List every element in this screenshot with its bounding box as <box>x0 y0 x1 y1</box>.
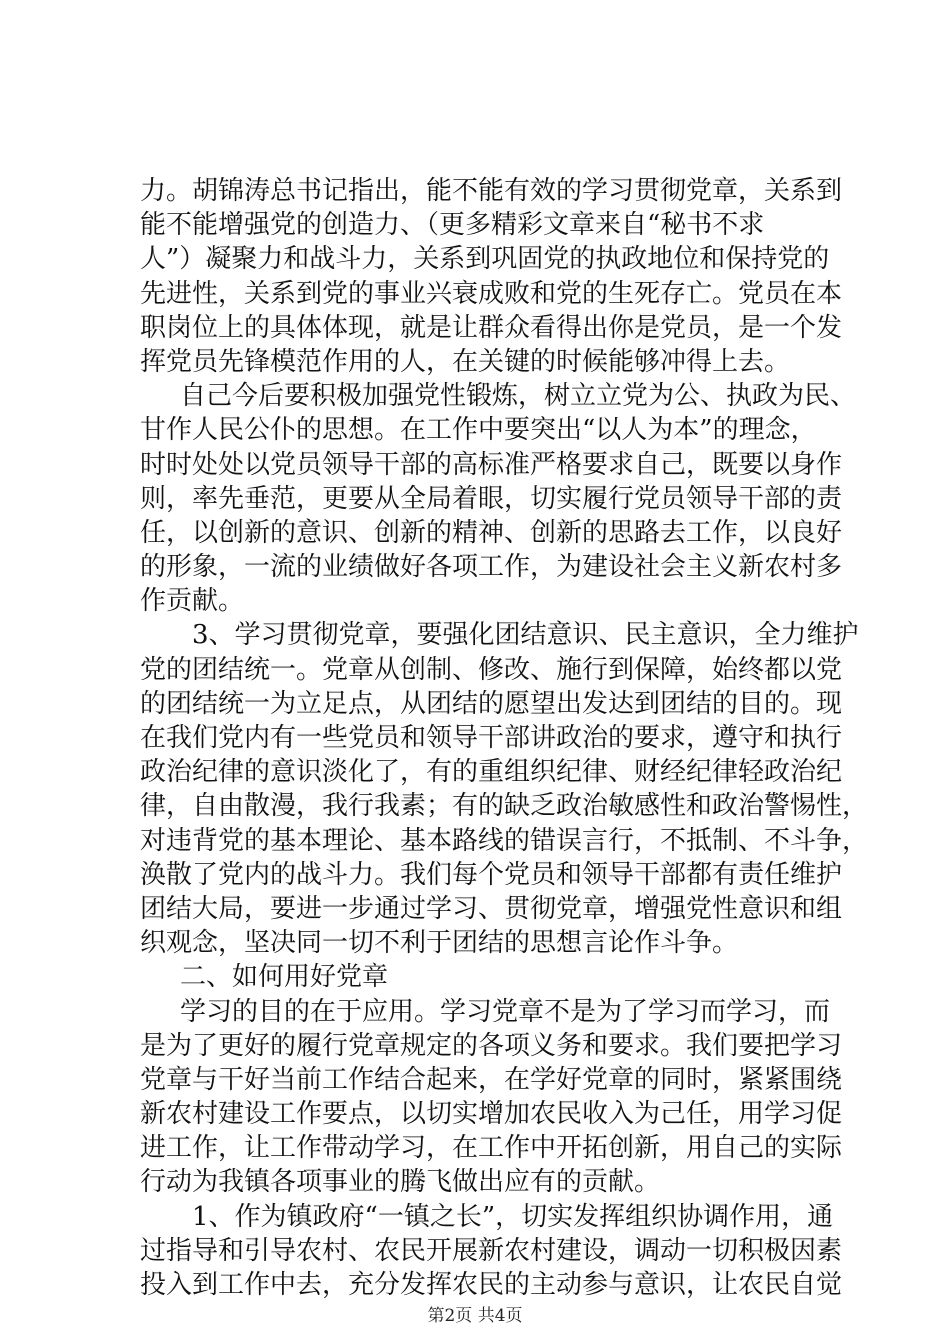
section-heading: 二、如何用好党章 <box>180 962 389 993</box>
text-line: 政治纪律的意识淡化了，有的重组织纪律、财经纪律轻政治纪 <box>140 757 843 788</box>
paragraph-start-line: 学习的目的在于应用。学习党章不是为了学习而学习，而 <box>180 996 831 1027</box>
text-line: 党章与干好当前工作结合起来，在学好党章的同时，紧紧围绕 <box>140 1064 843 1095</box>
text-line: 在我们党内有一些党员和领导干部讲政治的要求，遵守和执行 <box>140 723 843 753</box>
text-line: 织观念，坚决同一切不利于团结的思想言论作斗争。 <box>140 928 739 959</box>
text-line: 力。胡锦涛总书记指出，能不能有效的学习贯彻党章，关系到 <box>140 176 843 206</box>
text-line: 涣散了党内的战斗力。我们每个党员和领导干部都有责任维护 <box>140 859 843 890</box>
text-line: 作贡献。 <box>140 586 245 617</box>
text-line: 是为了更好的履行党章规定的各项义务和要求。我们要把学习 <box>140 1030 843 1061</box>
text-line: 党的团结统一。党章从创制、修改、施行到保障，始终都以党 <box>140 654 843 685</box>
page-footer <box>0 1301 950 1326</box>
text-line: 过指导和引导农村、农民开展新农村建设，调动一切积极因素 <box>140 1235 843 1266</box>
body-text <box>140 174 869 1302</box>
page-number-label: 第2页 共4页 <box>427 1306 523 1326</box>
text-line: 挥党员先锋模范作用的人，在关键的时候能够冲得上去。 <box>140 346 791 377</box>
paragraph-start-line: 自己今后要积极加强党性锻炼，树立立党为公、执政为民、 <box>180 381 857 412</box>
text-line: 能不能增强党的创造力、（更多精彩文章来自“秘书不求 <box>140 210 765 241</box>
text-line: 新农村建设工作要点，以切实增加农民收入为己任，用学习促 <box>140 1099 843 1130</box>
paragraph-start-line: 3、学习贯彻党章，要强化团结意识、民主意识，全力维护 <box>192 620 859 651</box>
text-line: 进工作，让工作带动学习，在工作中开拓创新，用自己的实际 <box>140 1133 843 1164</box>
text-line: 行动为我镇各项事业的腾飞做出应有的贡献。 <box>140 1167 661 1198</box>
text-line: 人”）凝聚力和战斗力，关系到巩固党的执政地位和保持党的 <box>140 244 830 275</box>
text-line: 职岗位上的具体体现，就是让群众看得出你是党员，是一个发 <box>140 312 843 343</box>
text-line: 团结大局，要进一步通过学习、贯彻党章，增强党性意识和组 <box>140 893 843 924</box>
text-line: 时时处处以党员领导干部的高标准严格要求自己，既要以身作 <box>140 449 843 480</box>
text-line: 律，自由散漫，我行我素；有的缺乏政治敏感性和政治警惕性， <box>140 791 869 822</box>
text-line: 的形象，一流的业绩做好各项工作，为建设社会主义新农村多 <box>140 552 843 583</box>
text-line: 任，以创新的意识、创新的精神、创新的思路去工作，以良好 <box>140 517 843 548</box>
text-line: 对违背党的基本理论、基本路线的错误言行，不抵制、不斗争， <box>140 825 869 856</box>
text-line: 则，率先垂范，更要从全局着眼，切实履行党员领导干部的责 <box>140 483 843 514</box>
text-line: 甘作人民公仆的思想。在工作中要突出“以人为本”的理念， <box>140 415 817 446</box>
text-line: 投入到工作中去，充分发挥农民的主动参与意识，让农民自觉 <box>140 1270 843 1300</box>
text-line: 先进性，关系到党的事业兴衰成败和党的生死存亡。党员在本 <box>140 278 843 309</box>
paragraph-start-line: 1、作为镇政府“一镇之长”，切实发挥组织协调作用，通 <box>192 1201 834 1232</box>
text-line: 的团结统一为立足点，从团结的愿望出发达到团结的目的。现 <box>140 688 843 719</box>
